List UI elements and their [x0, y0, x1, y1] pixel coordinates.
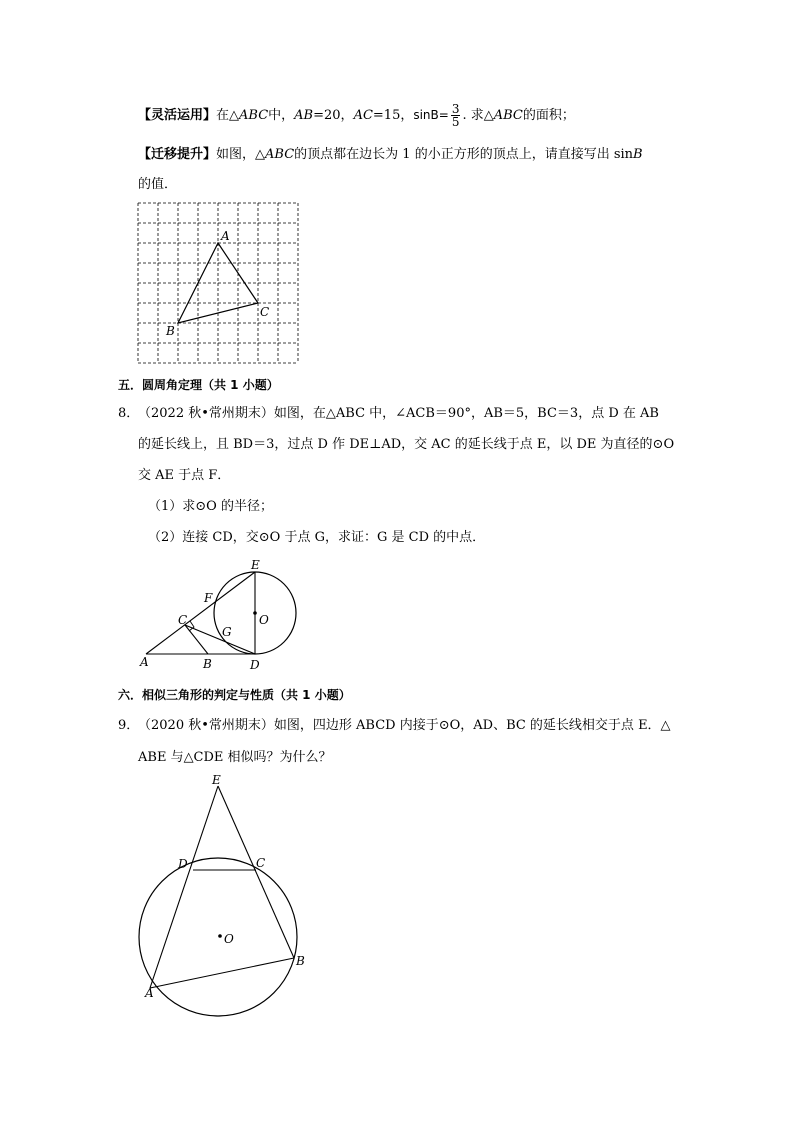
label-g: G — [222, 625, 232, 639]
problem-9-line-2: ABE 与△CDE 相似吗？为什么？ — [138, 750, 332, 765]
text: 的面积； — [522, 108, 575, 123]
label-f: F — [204, 591, 213, 605]
right-angle-mark — [189, 621, 194, 631]
problem-8-line-1: （2022 秋•常州期末）如图，在△ABC 中，∠ACB＝90°，AB＝5，BC＝3，点 D 在 AB — [138, 406, 659, 421]
problem-8-line-2: 的延长线上，且 BD＝3，过点 D 作 DE⊥AD，交 AC 的延长线于点 E，以 DE 为直径的⊙O — [138, 437, 675, 452]
segment-cd — [185, 625, 255, 654]
label-b: B — [203, 657, 212, 671]
label-c: C — [260, 305, 270, 319]
line-ae — [150, 786, 218, 988]
sin-label: sinB= — [413, 108, 449, 122]
label-a: A — [145, 986, 154, 1000]
math-b: B — [633, 147, 643, 162]
text: . 求△ — [462, 108, 494, 123]
problem-9-line-1: （2020 秋•常州期末）如图，四边形 ABCD 内接于⊙O，AD、BC 的延长线相交于点 E．△ — [138, 718, 671, 733]
label-c: C — [256, 856, 266, 870]
fraction-numerator: 3 — [451, 102, 460, 116]
problem-8-question-1: （1）求⊙O 的半径； — [148, 499, 273, 514]
fraction-3-5 — [451, 103, 461, 128]
segment-ae — [146, 572, 255, 654]
problem-8-question-2: （2）连接 CD，交⊙O 于点 G，求证：G 是 CD 的中点． — [148, 530, 486, 545]
fraction-denominator: 5 — [451, 115, 460, 129]
center-dot — [253, 611, 257, 615]
cyclic-quadrilateral-figure-9 — [138, 772, 308, 1002]
segment-ab — [150, 958, 294, 988]
transfer-line-2: 的值． — [138, 177, 178, 192]
section-6-heading: 六．相似三角形的判定与性质（共 1 小题） — [118, 688, 351, 702]
label-e: E — [212, 773, 221, 787]
dashed-grid — [138, 203, 298, 363]
flex-tag: 【灵活运用】 — [138, 108, 217, 123]
label-b: B — [296, 954, 305, 968]
label-e: E — [251, 558, 260, 572]
label-d: D — [178, 857, 188, 871]
text: 的顶点都在边长为 1 的小正方形的顶点上，请直接写出 sin — [294, 147, 634, 162]
circle-o — [139, 858, 297, 1016]
label-a: A — [221, 229, 230, 243]
text: 在△ — [216, 108, 240, 123]
math-ab: AB — [294, 108, 314, 123]
text: 中， — [268, 108, 295, 123]
label-a: A — [140, 655, 149, 669]
math-ac: AC — [353, 108, 373, 123]
label-o: O — [259, 613, 269, 627]
section-5-heading: 五．圆周角定理（共 1 小题） — [118, 378, 279, 392]
flex-application-line — [138, 103, 575, 128]
circle-triangle-figure-8 — [138, 558, 308, 673]
text: 如图，△ — [216, 147, 266, 162]
math-abc: ABC — [493, 108, 523, 123]
problem-9-number: 9． — [118, 718, 140, 733]
grid-triangle-figure — [138, 203, 300, 365]
math-abc: ABC — [239, 108, 269, 123]
problem-8-number: 8． — [118, 406, 140, 421]
problem-8-line-3: 交 AE 于点 F． — [138, 468, 231, 483]
transfer-line-1 — [138, 145, 643, 165]
label-b: B — [166, 324, 175, 338]
label-d: D — [250, 658, 260, 672]
text: =20， — [313, 108, 354, 123]
center-dot — [218, 934, 222, 938]
transfer-tag: 【迁移提升】 — [138, 147, 217, 162]
label-o: O — [224, 932, 234, 946]
label-c: C — [178, 613, 188, 627]
math-abc: ABC — [265, 147, 295, 162]
text: =15， — [372, 108, 414, 123]
